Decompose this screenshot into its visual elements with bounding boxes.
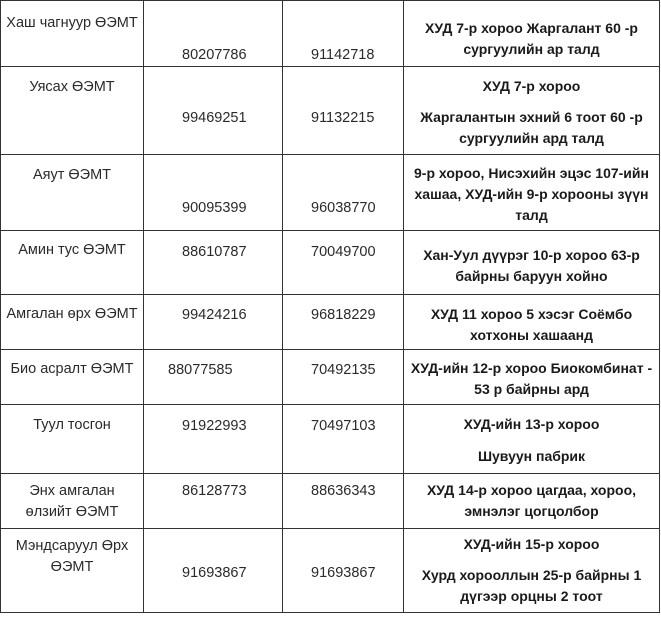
phone2-cell: [283, 1, 404, 67]
address-line: Жаргалантын эхний 6 тоот 60 -р сургуулийн ард талд: [420, 109, 643, 146]
phone-primary: 90095399: [182, 200, 247, 216]
clinic-name: Хаш чагнуур ӨЭМТ: [6, 15, 138, 31]
address-line: ХУД 11 хороо 5 хэсэг Соёмбо хотхоны хашаанд: [430, 306, 633, 343]
clinic-name: Энх амгалан өлзийт ӨЭМТ: [25, 483, 119, 520]
phone-primary: 91693867: [182, 565, 247, 581]
phone1-cell: [144, 350, 283, 405]
clinic-address: [404, 474, 659, 522]
clinic-name-cell: [1, 405, 144, 474]
clinic-name-cell: [1, 231, 144, 295]
phone-primary: 99469251: [182, 110, 247, 126]
address-cell: [404, 231, 660, 295]
table-row: [1, 350, 660, 405]
address-cell: [404, 1, 660, 67]
table-row: [1, 67, 660, 155]
phone-secondary: 70492135: [311, 362, 376, 378]
clinic-name-cell: [1, 67, 144, 155]
address-line: Хурд хорооллын 25-р байрны 1 дүгээр орцны 2 тоот: [421, 567, 642, 604]
phone-secondary: 96818229: [311, 307, 376, 323]
table-row: [1, 474, 660, 529]
table-row: [1, 295, 660, 350]
clinic-address: [404, 1, 659, 60]
phone2-cell: [283, 67, 404, 155]
clinic-name: Био асралт ӨЭМТ: [10, 361, 134, 377]
address-line: ХУД-ийн 12-р хороо Биокомбинат - 53 р байрны ард: [410, 360, 653, 397]
clinic-name-cell: [1, 529, 144, 613]
address-line: ХУД 7-р хороо Жаргалант 60 -р сургуулийн ар талд: [425, 20, 638, 57]
phone2-cell: [283, 155, 404, 231]
phone-primary: 86128773: [182, 483, 247, 499]
phone1-cell: [144, 474, 283, 529]
address-line: ХУД-ийн 15-р хороо: [463, 536, 600, 552]
clinic-name: Мэндсаруул Өрх ӨЭМТ: [15, 538, 129, 575]
clinic-address: [404, 529, 659, 607]
phone1-cell: [144, 1, 283, 67]
address-line: Шувуун пабрик: [477, 448, 586, 464]
phone-secondary: 96038770: [311, 200, 376, 216]
phone-primary: 91922993: [182, 418, 247, 434]
phone-secondary: 88636343: [311, 483, 376, 499]
clinic-name-cell: [1, 474, 144, 529]
clinic-address: [404, 67, 659, 149]
clinic-address: [404, 155, 659, 226]
address-line: ХУД 14-р хороо цагдаа, хороо, эмнэлэг цогцолбор: [426, 482, 637, 519]
phone-secondary: 70049700: [311, 244, 376, 260]
address-cell: [404, 295, 660, 350]
phone2-cell: [283, 231, 404, 295]
phone1-cell: [144, 405, 283, 474]
table-row: [1, 155, 660, 231]
address-line: ХУД-ийн 13-р хороо: [463, 416, 600, 432]
clinic-address: [404, 295, 659, 346]
address-cell: [404, 67, 660, 155]
table-row: [1, 405, 660, 474]
address-cell: [404, 474, 660, 529]
clinic-address: [404, 350, 659, 400]
phone-secondary: 91142718: [311, 47, 375, 63]
clinic-address: [404, 231, 659, 287]
clinic-name-cell: [1, 350, 144, 405]
clinic-name-cell: [1, 1, 144, 67]
clinic-name: Туул тосгон: [33, 417, 111, 433]
phone2-cell: [283, 350, 404, 405]
phone1-cell: [144, 231, 283, 295]
phone-primary: 80207786: [182, 47, 247, 63]
phone1-cell: [144, 67, 283, 155]
phone-primary: 88077585: [168, 362, 233, 378]
clinic-name: Амгалан өрх ӨЭМТ: [6, 306, 138, 322]
clinic-name: Уясах ӨЭМТ: [29, 79, 115, 95]
phone1-cell: [144, 295, 283, 350]
clinic-name: Аяут ӨЭМТ: [32, 167, 112, 183]
clinic-name: Амин тус ӨЭМТ: [18, 242, 126, 258]
address-cell: [404, 155, 660, 231]
phone1-cell: [144, 155, 283, 231]
address-line: 9-р хороо, Нисэхийн эцэс 107-ийн хашаа, ХУД-ийн 9-р хорооны зүүн талд: [414, 165, 649, 223]
phone-secondary: 70497103: [311, 418, 376, 434]
phone1-cell: [144, 529, 283, 613]
table-row: [1, 529, 660, 613]
table-row: [1, 1, 660, 67]
phone2-cell: [283, 474, 404, 529]
clinic-name-cell: [1, 295, 144, 350]
phone-secondary: 91132215: [311, 110, 375, 126]
phone2-cell: [283, 405, 404, 474]
address-cell: [404, 529, 660, 613]
table-row: [1, 231, 660, 295]
phone2-cell: [283, 295, 404, 350]
clinic-name-cell: [1, 155, 144, 231]
phone-secondary: 91693867: [311, 565, 376, 581]
phone-primary: 88610787: [182, 244, 247, 260]
address-line: Хан-Уул дүүрэг 10-р хороо 63-р байрны баруун хойно: [423, 247, 640, 284]
phone-primary: 99424216: [182, 307, 247, 323]
phone2-cell: [283, 529, 404, 613]
address-cell: [404, 405, 660, 474]
clinic-address: [404, 405, 659, 467]
address-cell: [404, 350, 660, 405]
address-line: ХУД 7-р хороо: [482, 78, 581, 94]
